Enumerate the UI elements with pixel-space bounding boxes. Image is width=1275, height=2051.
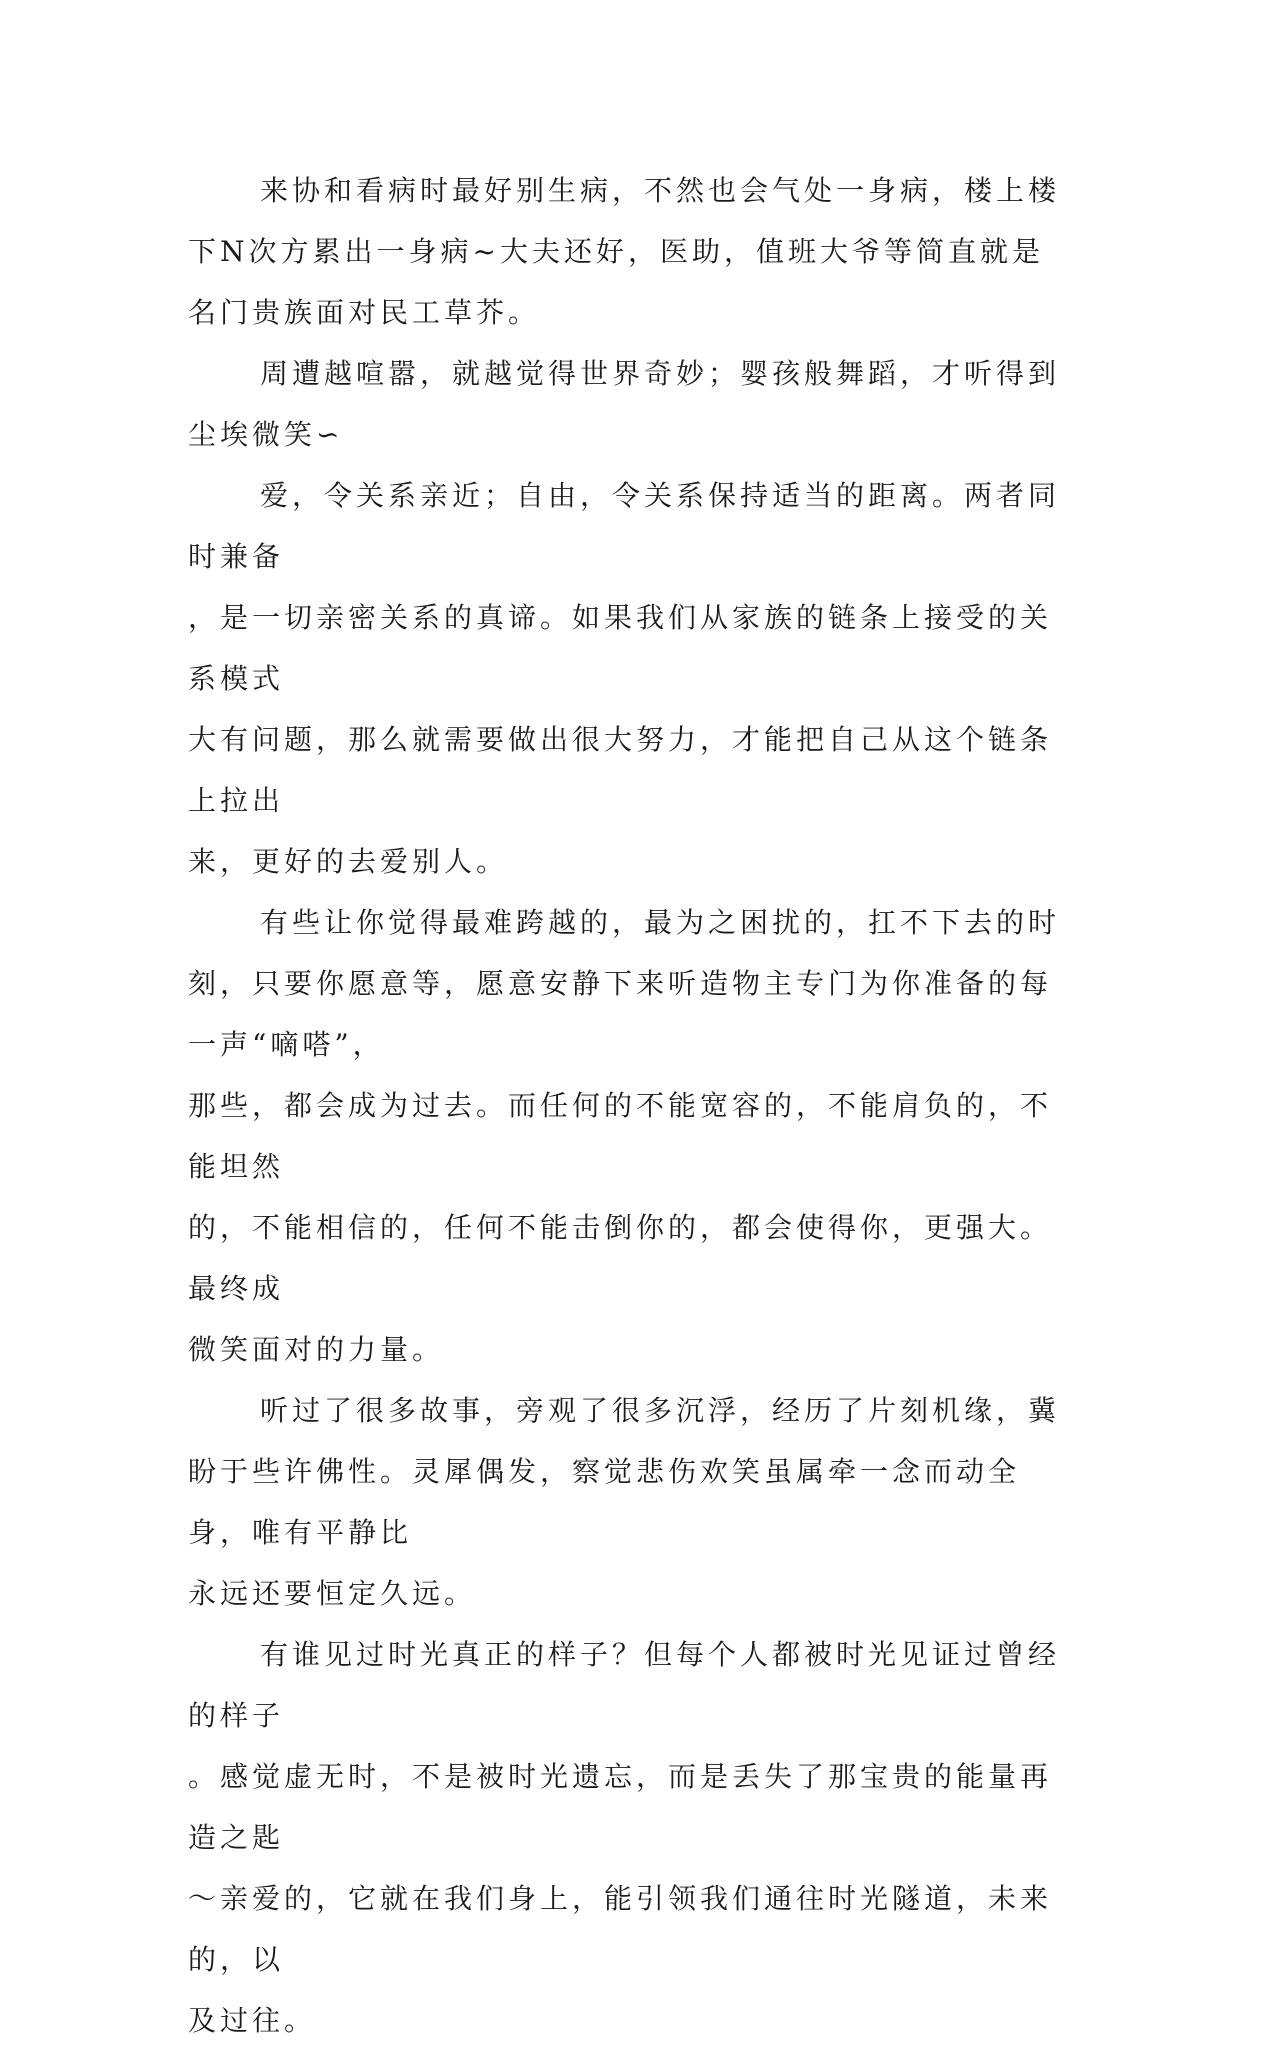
paragraph-1: 来协和看病时最好别生病，不然也会气处一身病，楼上楼下N次方累出一身病~大夫还好，医助，值班大爷等简直就是名门贵族面对民工草芥。 bbox=[188, 174, 1061, 329]
paragraph-6: 有谁见过时光真正的样子？但每个人都被时光见证过曾经的样子 。感觉虚无时，不是被时光遗忘，而是丢失了那宝贵的能量再造之匙 ～亲爱的，它就在我们身上，能引领我们通往时光隧道，未来的，以 及过往。 bbox=[188, 1638, 1061, 2037]
document-body bbox=[188, 160, 1068, 2051]
paragraph-3: 爱，令关系亲近；自由，令关系保持适当的距离。两者同时兼备 ，是一切亲密关系的真谛。如果我们从家族的链条上接受的关系模式 大有问题，那么就需要做出很大努力，才能把自己从这个链条上拉出 来，更好的去爱别人。 bbox=[188, 479, 1061, 878]
paragraph-5: 听过了很多故事，旁观了很多沉浮，经历了片刻机缘，冀盼于些许佛性。灵犀偶发，察觉悲伤欢笑虽属牵一念而动全身，唯有平静比 永远还要恒定久远。 bbox=[188, 1394, 1061, 1610]
paragraph-4: 有些让你觉得最难跨越的，最为之困扰的，扛不下去的时刻，只要你愿意等，愿意安静下来听造物主专门为你准备的每一声“嘀嗒”， 那些，都会成为过去。而任何的不能宽容的，不能肩负的，不能坦然 的，不能相信的，任何不能击倒你的，都会使得你，更强大。最终成 微笑面对的力量。 bbox=[188, 906, 1061, 1366]
paragraph-2: 周遭越喧嚣，就越觉得世界奇妙；婴孩般舞蹈，才听得到尘埃微笑∽ bbox=[188, 357, 1061, 451]
